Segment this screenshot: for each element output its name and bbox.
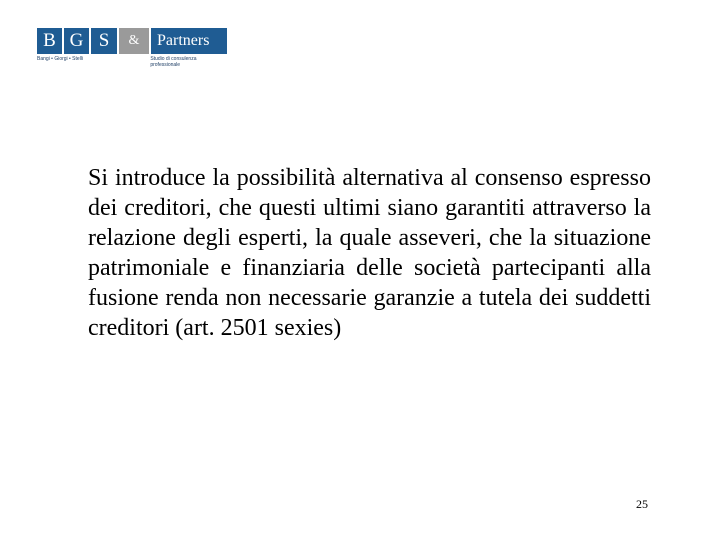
logo-subtitle-right: Studio di consulenza professionale (150, 56, 197, 68)
logo-subtitle (37, 56, 227, 68)
logo-subtitle-left: Bangi • Giorgi • Stelli (37, 56, 84, 62)
logo-letter-g: G (64, 28, 91, 54)
logo-mark (37, 28, 227, 54)
page-number: 25 (636, 497, 648, 511)
logo-partners-label: Partners (151, 28, 227, 54)
bgs-partners-logo (37, 28, 227, 68)
logo-ampersand: & (119, 28, 149, 54)
logo-letter-b: B (37, 28, 64, 54)
logo-letter-s: S (91, 28, 117, 54)
slide-body-paragraph: Si introduce la possibilità alternativa al consenso espresso dei creditori, che questi ultimi siano garantiti attraverso la relazione degli esperti, la quale asseveri, che la situazione patrimoniale e finanziaria delle società partecipanti alla fusione renda non necessarie garanzie a tutela dei suddetti creditori (art. 2501 sexies) (88, 165, 651, 341)
